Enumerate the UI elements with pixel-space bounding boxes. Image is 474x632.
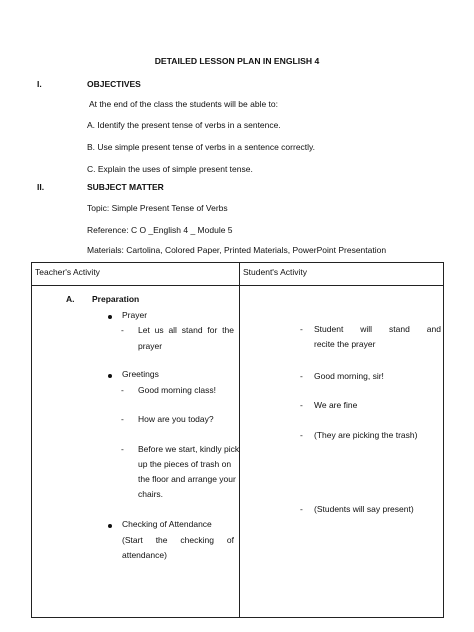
student-activity-header: Student's Activity: [243, 267, 307, 277]
how-are-you-line: How are you today?: [138, 414, 214, 424]
greeting-line: Good morning class!: [138, 385, 216, 395]
dash: -: [121, 325, 124, 335]
word: the: [155, 535, 168, 545]
subject-materials: Materials: Cartolina, Colored Paper, Printed Materials, PowerPoint Presentation: [87, 245, 387, 255]
word: all: [168, 325, 177, 335]
trash-instruction-line3: the floor and arrange your: [138, 474, 236, 484]
student-greeting: Good morning, sir!: [314, 371, 384, 381]
bullet-icon: [108, 374, 112, 378]
prayer-instruction-line2: prayer: [138, 341, 163, 351]
objective-a: A. Identify the present tense of verbs in a sentence.: [87, 120, 281, 130]
section-heading-objectives: OBJECTIVES: [87, 79, 141, 89]
student-trash: (They are picking the trash): [314, 430, 418, 440]
student-present: (Students will say present): [314, 504, 414, 514]
word: of: [226, 535, 234, 545]
attendance-line3: attendance): [122, 550, 167, 560]
objective-b: B. Use simple present tense of verbs in a sentence correctly.: [87, 142, 316, 152]
word: stand: [389, 324, 410, 334]
section-heading-subject-matter: SUBJECT MATTER: [87, 182, 164, 192]
bullet-icon: [108, 315, 112, 319]
word: (Start: [122, 535, 143, 545]
word: us: [154, 325, 164, 335]
document-title: DETAILED LESSON PLAN IN ENGLISH 4: [154, 56, 320, 66]
word: will: [360, 324, 373, 334]
trash-instruction-line4: chairs.: [138, 489, 164, 499]
dash: -: [300, 504, 303, 514]
attendance-label: Checking of Attendance: [122, 519, 212, 529]
teacher-activity-header: Teacher's Activity: [35, 267, 100, 277]
student-prayer-line1: [314, 324, 441, 334]
prayer-label: Prayer: [122, 310, 148, 320]
dash: -: [300, 324, 303, 334]
section-numeral-1: I.: [37, 79, 42, 89]
word: checking: [180, 535, 214, 545]
word: for: [207, 325, 218, 335]
header-divider: [32, 285, 443, 286]
word: the: [222, 325, 234, 335]
subject-topic: Topic: Simple Present Tense of Verbs: [87, 203, 228, 213]
dash: -: [300, 430, 303, 440]
section-numeral-2: II.: [37, 182, 45, 192]
dash: -: [121, 414, 124, 424]
section-a-label: Preparation: [92, 294, 140, 304]
dash: -: [300, 371, 303, 381]
dash: -: [300, 400, 303, 410]
activity-table: [31, 262, 444, 618]
greetings-label: Greetings: [122, 369, 159, 379]
word: Student: [314, 324, 344, 334]
attendance-line2: [122, 535, 234, 545]
column-divider: [239, 263, 240, 617]
dash: -: [121, 385, 124, 395]
prayer-instruction-line1: [138, 325, 234, 335]
trash-instruction-line1: Before we start, kindly pick: [138, 444, 240, 454]
word: Let: [138, 325, 150, 335]
subject-reference: Reference: C O _English 4 _ Module 5: [87, 225, 233, 235]
objective-c: C. Explain the uses of simple present tense.: [87, 164, 253, 174]
objectives-intro: At the end of the class the students will be able to:: [89, 99, 279, 109]
student-prayer-line2: recite the prayer: [314, 339, 376, 349]
student-fine: We are fine: [314, 400, 358, 410]
dash: -: [121, 444, 124, 454]
bullet-icon: [108, 524, 112, 528]
trash-instruction-line2: up the pieces of trash on: [138, 459, 232, 469]
word: and: [426, 324, 441, 334]
word: stand: [181, 325, 203, 335]
section-a-letter: A.: [66, 294, 75, 304]
